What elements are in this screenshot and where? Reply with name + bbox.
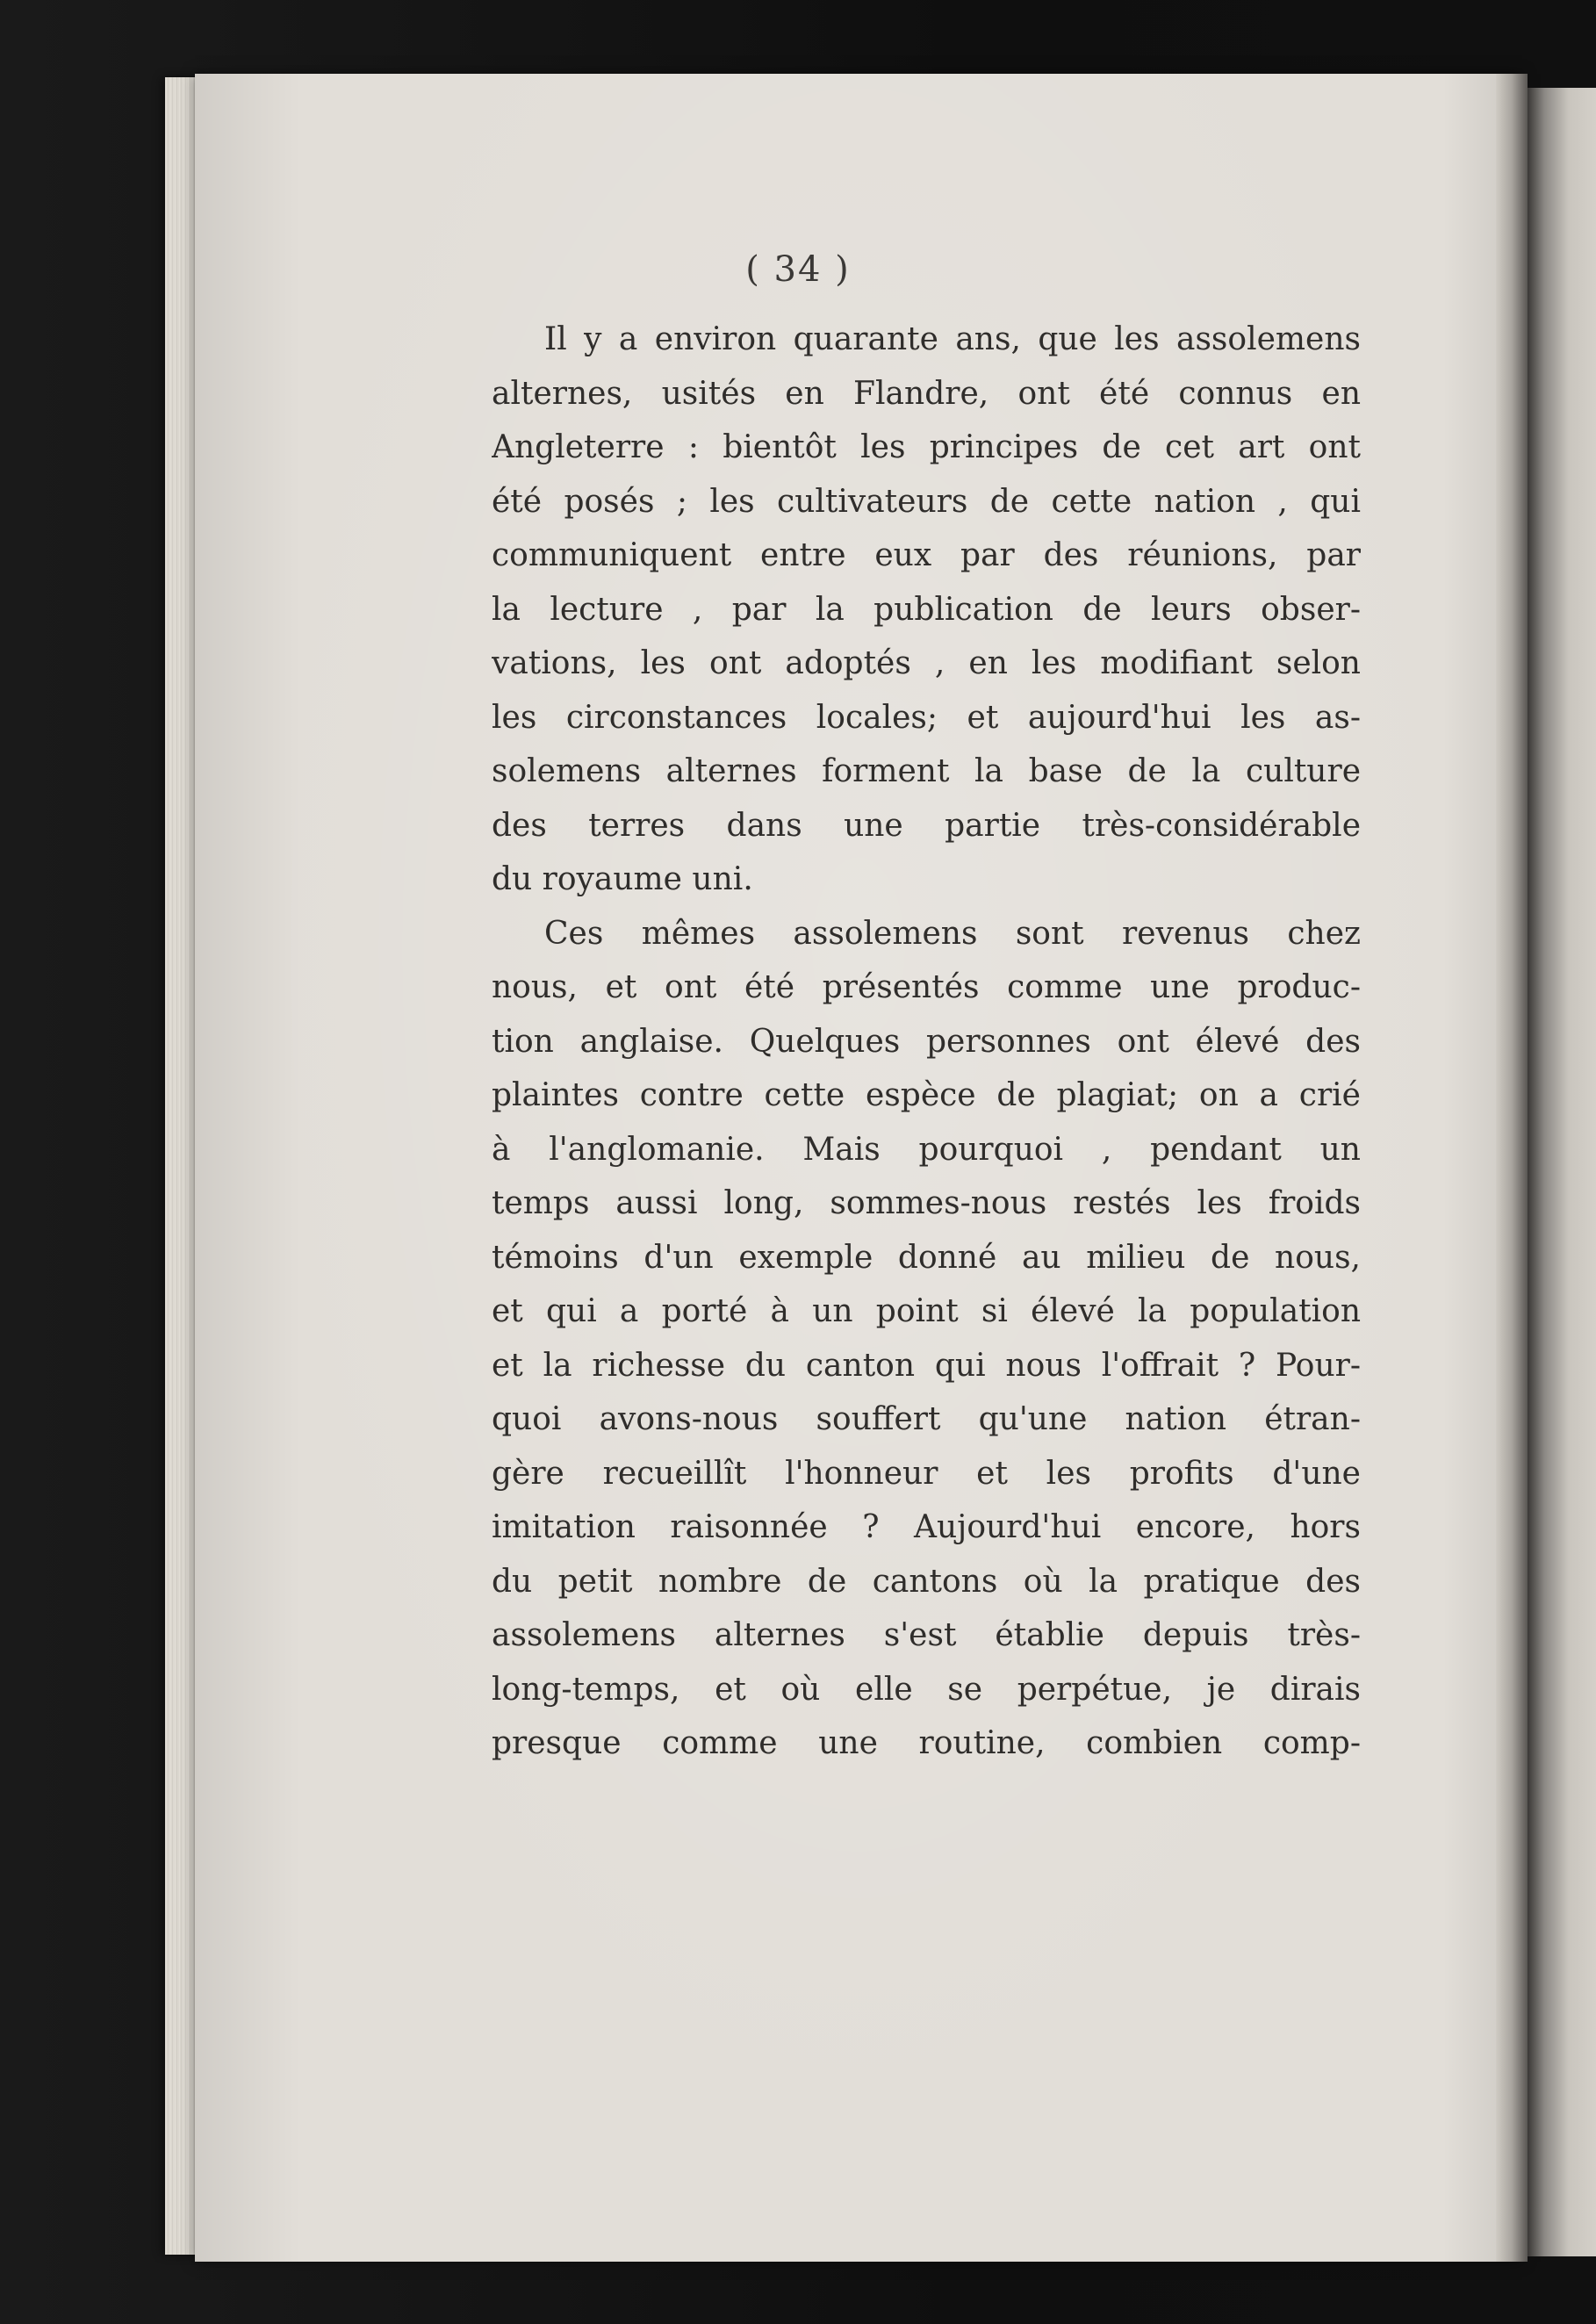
- text-line: assolemens alternes s'est établie depuis très-: [492, 1617, 1361, 1653]
- text-line: et la richesse du canton qui nous l'offrait ? Pour-: [492, 1347, 1361, 1384]
- page-number: ( 34 ): [745, 249, 851, 290]
- text-line: à l'anglomanie. Mais pourquoi , pendant un: [492, 1131, 1361, 1168]
- text-line: imitation raisonnée ? Aujourd'hui encore, hors: [492, 1509, 1361, 1545]
- text-line: des terres dans une partie très-considérable: [492, 807, 1361, 844]
- text-line: la lecture , par la publication de leurs obser-: [492, 591, 1361, 628]
- text-line: témoins d'un exemple donné au milieu de nous,: [492, 1239, 1361, 1276]
- text-line: nous, et ont été présentés comme une produc-: [492, 969, 1361, 1005]
- text-line: long-temps, et où elle se perpétue, je dirais: [492, 1671, 1361, 1708]
- text-line: Il y a environ quarante ans, que les assolemens: [544, 321, 1361, 357]
- body-text: [492, 313, 1361, 1771]
- text-line: solemens alternes forment la base de la culture: [492, 753, 1361, 789]
- text-line: Ces mêmes assolemens sont revenus chez: [544, 915, 1361, 952]
- paragraph: [492, 907, 1361, 1771]
- paragraph: [492, 313, 1361, 907]
- text-line: alternes, usités en Flandre, ont été connus en: [492, 375, 1361, 412]
- text-line: temps aussi long, sommes-nous restés les froids: [492, 1185, 1361, 1221]
- text-line: et qui a porté à un point si élevé la population: [492, 1293, 1361, 1329]
- text-line: Angleterre : bientôt les principes de cet art ont: [492, 429, 1361, 465]
- text-line: du petit nombre de cantons où la pratique des: [492, 1563, 1361, 1600]
- text-line: presque comme une routine, combien comp-: [492, 1725, 1361, 1761]
- facing-page-edge: [1528, 88, 1596, 2256]
- text-line: gère recueillît l'honneur et les profits d'une: [492, 1455, 1361, 1492]
- text-line: quoi avons-nous souffert qu'une nation étran-: [492, 1401, 1361, 1437]
- text-line: du royaume uni.: [492, 861, 753, 897]
- text-line: plaintes contre cette espèce de plagiat; on a crié: [492, 1077, 1361, 1113]
- text-line: les circonstances locales; et aujourd'hui les as-: [492, 699, 1361, 736]
- book-gutter: [1496, 74, 1528, 2262]
- text-line: été posés ; les cultivateurs de cette nation , qui: [492, 483, 1361, 520]
- text-line: communiquent entre eux par des réunions, par: [492, 537, 1361, 573]
- text-line: vations, les ont adoptés , en les modifiant selon: [492, 645, 1361, 681]
- text-line: tion anglaise. Quelques personnes ont élevé des: [492, 1023, 1361, 1060]
